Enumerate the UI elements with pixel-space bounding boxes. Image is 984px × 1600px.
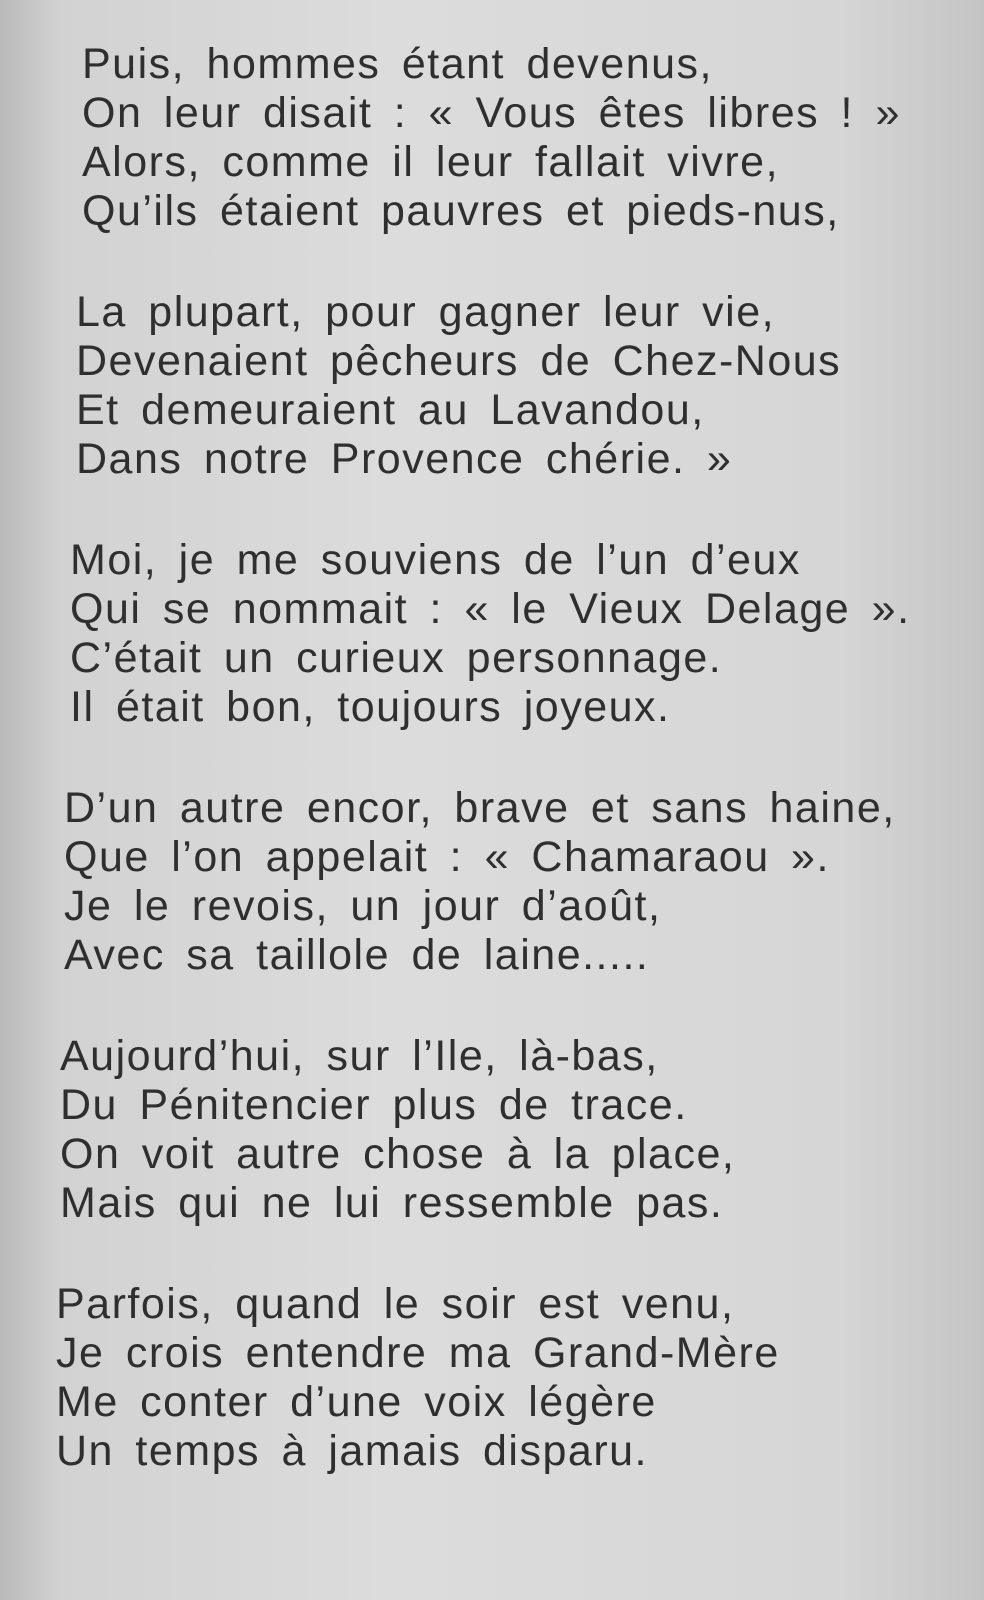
verse-line: D’un autre encor, brave et sans haine, bbox=[64, 784, 896, 832]
verse-line: Je le revois, un jour d’août, bbox=[64, 882, 662, 930]
stanza-5 bbox=[60, 1032, 956, 1228]
verse-line: Qu’ils étaient pauvres et pieds-nus, bbox=[82, 187, 840, 235]
verse-line: Mais qui ne lui ressemble pas. bbox=[60, 1179, 724, 1227]
verse-line: Aujourd’hui, sur l’Ile, là-bas, bbox=[60, 1032, 659, 1080]
verse-line: Je crois entendre ma Grand-Mère bbox=[56, 1329, 780, 1377]
verse-line: Qui se nommait : « le Vieux Delage ». bbox=[70, 585, 911, 633]
stanza-1 bbox=[82, 40, 956, 236]
verse-line: On leur disait : « Vous êtes libres ! » bbox=[82, 89, 901, 137]
stanza-3 bbox=[70, 536, 956, 732]
verse-line: Avec sa taillole de laine..... bbox=[64, 931, 650, 979]
verse-line: Me conter d’une voix légère bbox=[56, 1378, 657, 1426]
verse-line: Il était bon, toujours joyeux. bbox=[70, 683, 671, 731]
stanza-6 bbox=[56, 1280, 956, 1476]
poem bbox=[56, 40, 956, 1476]
verse-line: Dans notre Provence chérie. » bbox=[76, 435, 733, 483]
verse-line: Puis, hommes étant devenus, bbox=[82, 40, 713, 88]
verse-line: La plupart, pour gagner leur vie, bbox=[76, 288, 776, 336]
verse-line: Parfois, quand le soir est venu, bbox=[56, 1280, 735, 1328]
stanza-4 bbox=[64, 784, 956, 980]
verse-line: Devenaient pêcheurs de Chez-Nous bbox=[76, 337, 842, 385]
verse-line: C’était un curieux personnage. bbox=[70, 634, 723, 682]
verse-line: Un temps à jamais disparu. bbox=[56, 1427, 648, 1475]
verse-line: Que l’on appelait : « Chamaraou ». bbox=[64, 833, 830, 881]
verse-line: Du Pénitencier plus de trace. bbox=[60, 1081, 688, 1129]
verse-line: Et demeuraient au Lavandou, bbox=[76, 386, 705, 434]
stanza-2 bbox=[76, 288, 956, 484]
verse-line: On voit autre chose à la place, bbox=[60, 1130, 736, 1178]
verse-line: Moi, je me souviens de l’un d’eux bbox=[70, 536, 801, 584]
verse-line: Alors, comme il leur fallait vivre, bbox=[82, 138, 780, 186]
